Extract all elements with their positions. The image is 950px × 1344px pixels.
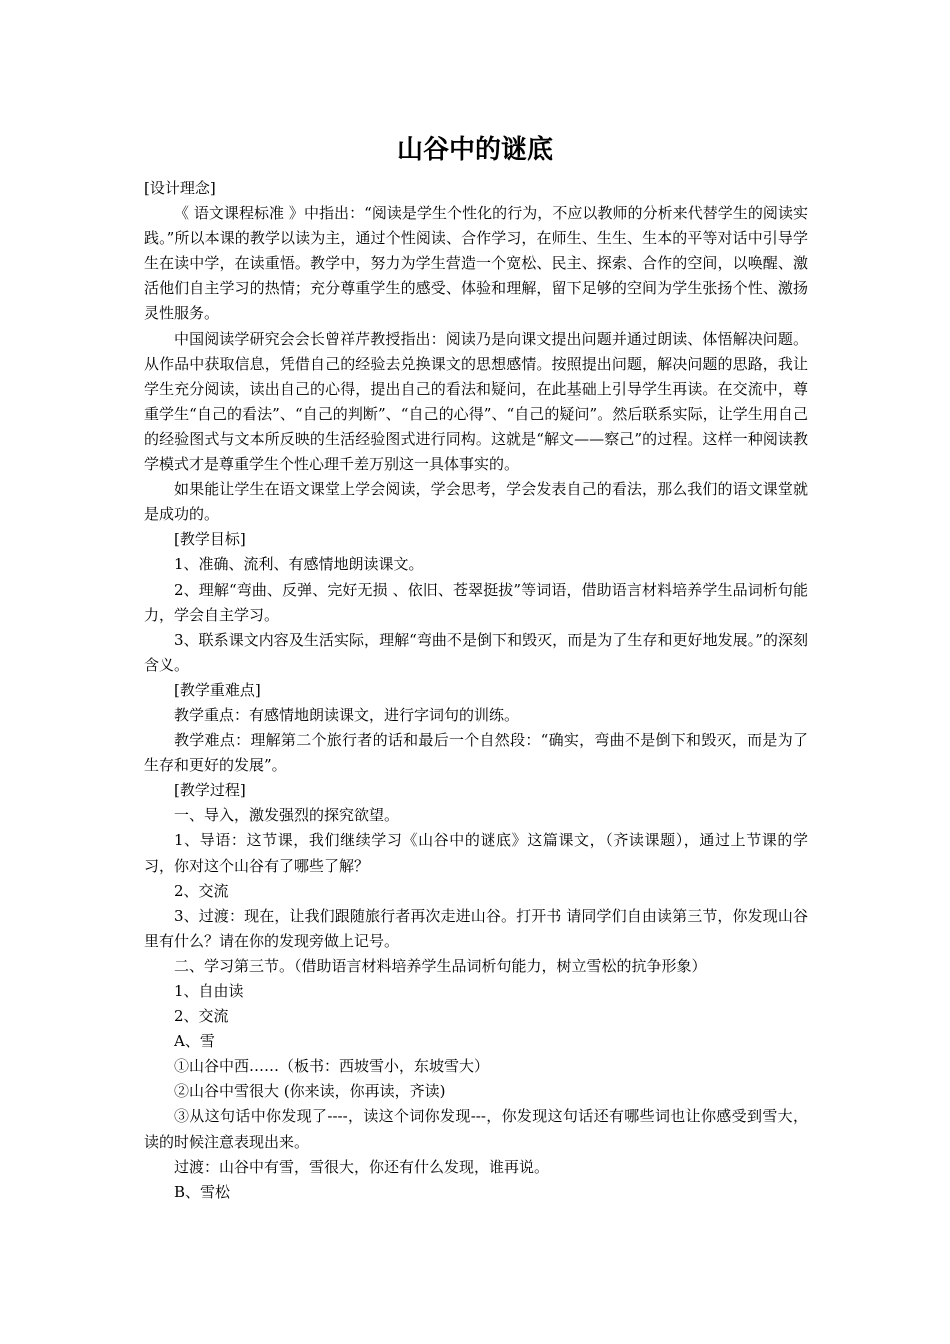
paragraph: 教学难点：理解第二个旅行者的话和最后一个自然段：“确实，弯曲不是倒下和毁灭，而是为了生存和更好的发展”。 [144,731,808,775]
document-title: 山谷中的谜底 [396,135,553,165]
paragraph: 3、过渡：现在，让我们跟随旅行者再次走进山谷。打开书 请同学们自由读第三节，你发现山谷里有什么？请在你的发现旁做上记号。 [144,906,808,950]
paragraph: 中国阅读学研究会会长曾祥芹教授指出：阅读乃是向课文提出问题并通过朗读、体悟解决问题。从作品中获取信息，凭借自己的经验去兑换课文的思想感情。按照提出问题，解决问题的思路，我让学生充分阅读，读出自己的心得，提出自己的看法和疑问，在此基础上引导学生再读。在交流中，尊重学生“自己的看法”、“自己的判断”、“自己的心得”、“自己的疑问”。然后联系实际，让学生用自己的经验图式与文本所反映的生活经验图式进行同构。这就是“解文——察己”的过程。这样一种阅读教学模式才是尊重学生个性心理千差万别这一具体事实的。 [144,329,808,474]
paragraph: 如果能让学生在语文课堂上学会阅读，学会思考，学会发表自己的看法，那么我们的语文课堂就是成功的。 [144,480,808,524]
paragraph: [教学目标] [174,530,246,549]
paragraph: 2、理解“弯曲、反弹、完好无损 、依旧、苍翠挺拔”等词语，借助语言材料培养学生品词析句能力，学会自主学习。 [144,580,808,624]
paragraph: 1、自由读 [174,982,244,1000]
paragraph: [教学过程] [174,781,246,800]
paragraph: [设计理念] [144,179,216,197]
paragraph: 过渡：山谷中有雪，雪很大，你还有什么发现，谁再说。 [174,1157,550,1176]
paragraph: 2、交流 [174,1007,229,1026]
paragraph: B、雪松 [174,1182,231,1201]
paragraph: 1、准确、流利、有感情地朗读课文。 [174,555,424,574]
paragraph: [教学重难点] [174,680,261,699]
paragraph: 教学重点：有感情地朗读课文，进行字词句的训练。 [174,705,520,724]
paragraph: A、雪 [174,1032,215,1051]
paragraph: 1、导语：这节课，我们继续学习《山谷中的谜底》这篇课文，（齐读课题），通过上节课的学习，你对这个山谷有了哪些了解？ [144,831,808,875]
paragraph: 二、学习第三节。（借助语言材料培养学生品词析句能力，树立雪松的抗争形象） [174,956,707,975]
paragraph: 2、交流 [174,881,229,900]
paragraph: ②山谷中雪很大 (你来读，你再读，齐读) [174,1082,446,1101]
paragraph: 《 语文课程标准 》中指出：“阅读是学生个性化的行为，不应以教师的分析来代替学生的阅读实践。”所以本课的教学以读为主，通过个性阅读、合作学习，在师生、生生、生本的平等对话中引导学生在读中学，在读重悟。教学中，努力为学生营造一个宽松、民主、探索、合作的空间，以唤醒、激活他们自主学习的热情；充分尊重学生的感受、体验和理解，留下足够的空间为学生张扬个性、激扬灵性服务。 [144,204,808,323]
paragraph: ③从这句话中你发现了----，读这个词你发现---，你发现这句话还有哪些词也让你感受到雪大，读的时候注意表现出来。 [144,1107,808,1151]
paragraph: 3、联系课文内容及生活实际，理解“弯曲不是倒下和毁灭，而是为了生存和更好地发展。”的深刻含义。 [144,630,808,674]
document-body [144,176,808,1205]
paragraph: 一、导入，激发强烈的探究欲望。 [174,806,400,825]
paragraph: ①山谷中西……（板书：西坡雪小，东坡雪大） [174,1057,490,1076]
